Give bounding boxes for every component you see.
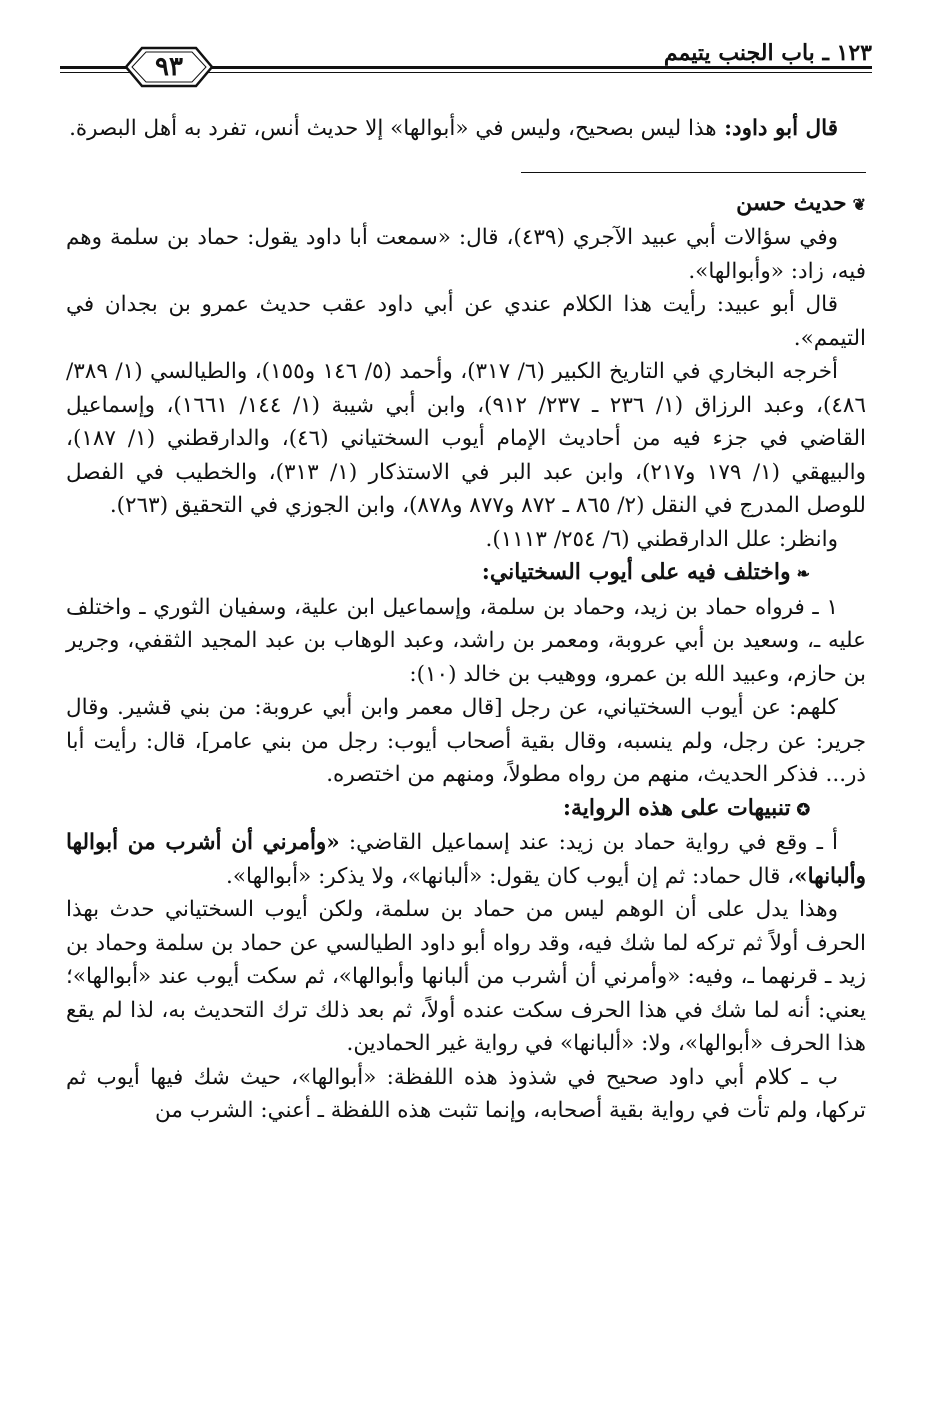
leaf-marker-icon: ❧ (796, 564, 810, 583)
paragraph-see-also: وانظر: علل الدارقطني (٦/ ٢٥٤/ ١١١٣). (485, 526, 838, 552)
subheading-tanbihat (66, 792, 866, 827)
subheading-ikhtilaf-title: واختلف فيه على أيوب السختياني: (481, 559, 791, 585)
note-alif-quote: «وأمرني أن أشرب من أبوالها وألبانها» (66, 830, 866, 889)
paragraph-abu-ubaid: قال أبو عبيد: رأيت هذا الكلام عندي عن أبي داود عقب حديث عمرو بن بجدان في التيمم». (66, 292, 866, 351)
hadith-grade (66, 187, 866, 222)
paragraph-kulluhum: كلهم: عن أيوب السختياني، عن رجل [قال معمر وابن أبي عروبة: من بني قشير. وقال جرير: عن رجل، ولم ينسبه، وقال بقية أصحاب أيوب: رجل من بني عامر]، قال: رأيت أبا ذر... فذكر الحديث، منهم من رواه مطولاً، ومنهم من اختصره. (66, 695, 866, 787)
statement-lead: قال أبو داود: (716, 116, 838, 141)
note-alif (66, 826, 866, 893)
paragraph-takhrij: أخرجه البخاري في التاريخ الكبير (٦/ ٣١٧)، وأحمد (٥/ ١٤٦ و١٥٥)، والطيالسي (١/ ٣٨٩/ ٤٨٦)، وعبد الرزاق (١/ ٢٣٦ ـ ٢٣٧/ ٩١٢)، وابن أبي شيبة (١/ ١٤٤/ ١٦٦١)، وإسماعيل القاضي في جزء فيه من أحاديث الإمام أيوب السختياني (٤٦)، والدارقطني (١/ ١٨٧)، والبيهقي (١/ ١٧٩ و٢١٧)، وابن عبد البر في الاستذكار (١/ ٣١٣)، والخطيب في الفصل للوصل المدرج في النقل (٢/ ٨٦٥ ـ ٨٧٢ و٨٧٧ و٨٧٨)، وابن الجوزي في التحقيق (٢٦٣). (66, 359, 867, 518)
grade-marker-icon: ❦ (852, 194, 866, 214)
subheading-tanbihat-title: تنبيهات على هذه الرواية: (562, 794, 791, 821)
note-explanation: وهذا يدل على أن الوهم ليس من حماد بن سلمة، ولكن أيوب السختياني حدث بهذا الحرف أولاً ثم تركه لما شك فيه، وقد رواه أبو داود الطيالسي عن حماد بن سلمة وحماد بن زيد ـ قرنهما ـ، وفيه: «وأمرني أن أشرب من ألبانها وأبوالها»، ثم سكت أيوب عند «أبوالها»؛ يعني: أنه لما شك في هذا الحرف سكت عنده أولاً، ثم بعد ذلك ترك التحديث به، لذا لم يقع هذا الحرف «أبوالها»، ولا: «ألبانها» في رواية غير الحمادين. (66, 897, 866, 1056)
subheading-ikhtilaf (66, 556, 866, 591)
page-header (60, 40, 872, 100)
paragraph-ajurri: وفي سؤالات أبي عبيد الآجري (٤٣٩)، قال: «سمعت أبا داود يقول: حماد بن سلمة وهم فيه، زاد: «وأبوالها». (66, 225, 866, 284)
note-alif-tail: ، قال حماد: ثم إن أيوب كان يقول: «ألبانها»، ولا يذكر: «أبوالها». (226, 863, 795, 889)
star-marker-icon: ✪ (796, 799, 810, 819)
page-number: ٩٣ (155, 52, 183, 82)
abu-dawud-statement (66, 112, 866, 146)
running-title: ١٢٣ ـ باب الجنب يتيمم (652, 40, 872, 66)
page-content (66, 112, 866, 1128)
note-alif-lead: أ ـ وقع في رواية حماد بن زيد: عند إسماعيل القاضي: (339, 830, 838, 855)
page-number-badge (104, 42, 234, 92)
grade-title: حديث حسن (736, 189, 847, 216)
note-ba: ب ـ كلام أبي داود صحيح في شذوذ هذه اللفظة: «أبوالها»، حيث شك فيها أيوب ثم تركها، ولم تأت في رواية بقية أصحابه، وإنما تثبت هذه اللفظة ـ أعني: الشرب من (66, 1064, 866, 1123)
statement-text: هذا ليس بصحيح، وليس في «أبوالها» إلا حديث أنس، تفرد به أهل البصرة. (69, 116, 717, 141)
separator (66, 172, 866, 173)
paragraph-narrators: ١ ـ فرواه حماد بن زيد، وحماد بن سلمة، وإسماعيل ابن علية، وسفيان الثوري ـ واختلف عليه ـ، وسعيد بن أبي عروبة، ومعمر بن راشد، وعبد الوهاب بن عبد المجيد الثقفي، وجرير بن حازم، وعبيد الله بن عمرو، ووهيب بن خالد (١٠): (66, 594, 866, 687)
